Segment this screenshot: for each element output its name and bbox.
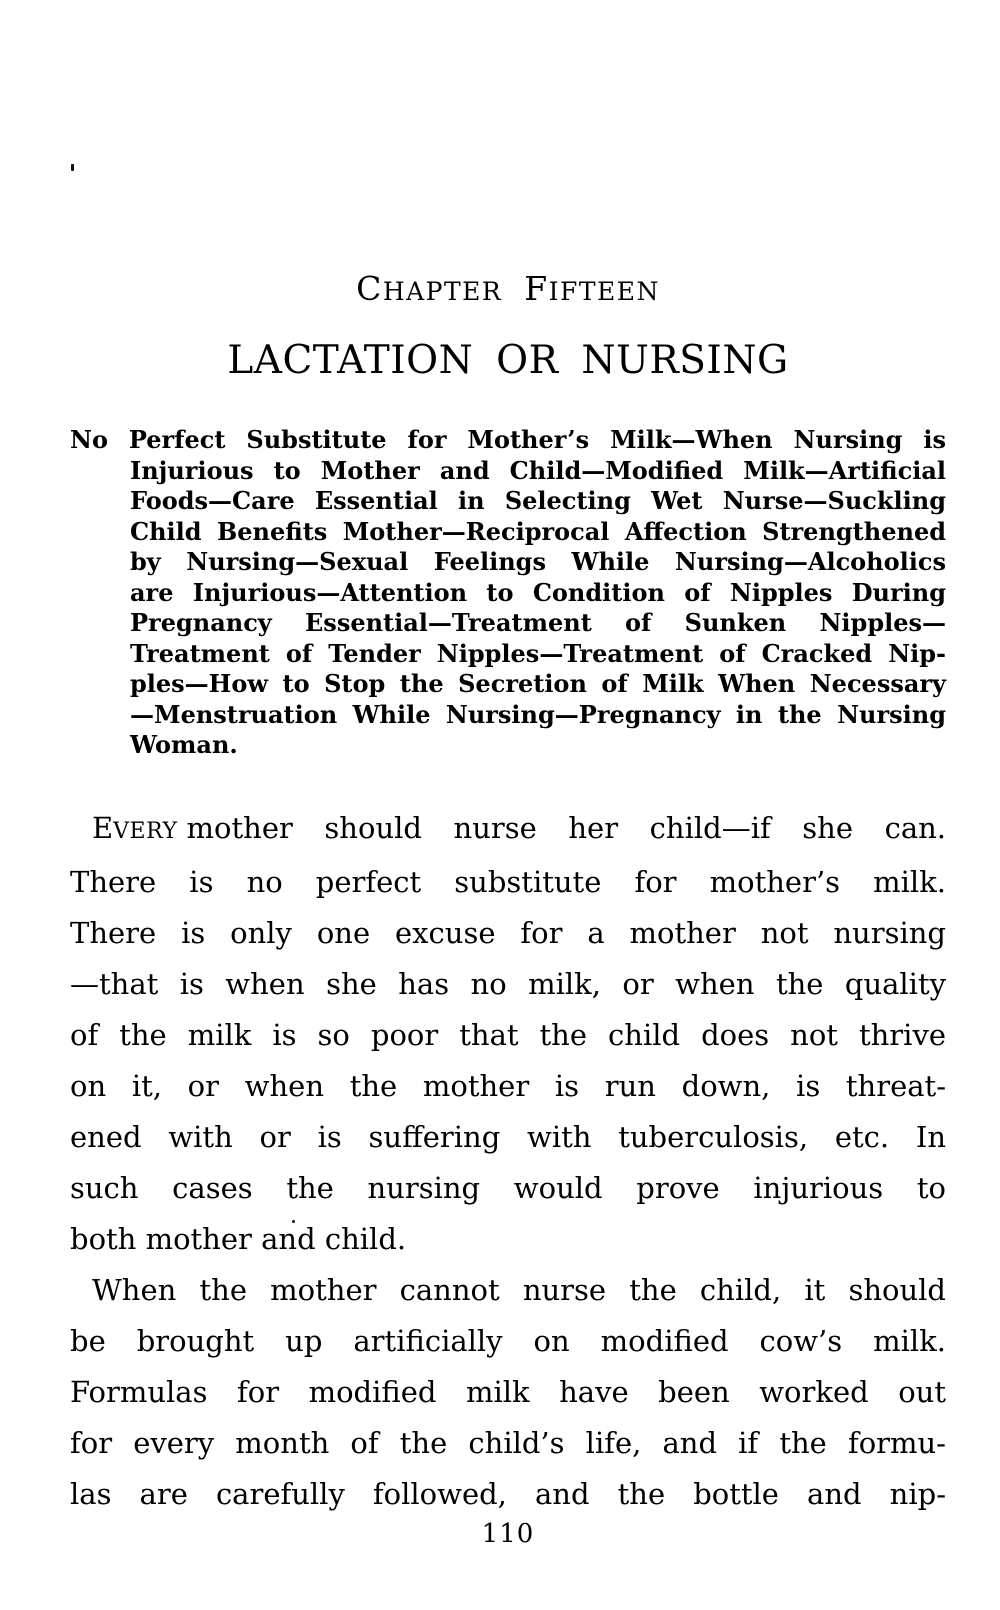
chapter-word-rest: IFTEEN	[548, 277, 660, 306]
synopsis-line: Foods—Care Essential in Selecting Wet Nurse—Suckling	[130, 486, 946, 515]
body-line: for every month of the child’s life, and if the formu-	[70, 1426, 946, 1460]
chapter-word-initial: C	[356, 269, 383, 308]
body-text	[70, 803, 946, 1520]
lead-word-initial: E	[92, 811, 114, 845]
chapter-heading	[70, 269, 946, 308]
body-line: —that is when she has no milk, or when the quality	[70, 967, 946, 1001]
body-line: Formulas for modified milk have been worked out	[70, 1375, 946, 1409]
body-line: las are carefully followed, and the bottle and nip-	[70, 1477, 946, 1511]
body-line-lead	[70, 803, 946, 857]
synopsis-line: by Nursing—Sexual Feelings While Nursing—Alcoholics	[130, 547, 946, 576]
synopsis-line: Pregnancy Essential—Treatment of Sunken Nipples—	[130, 608, 946, 637]
page-title: LACTATION OR NURSING	[227, 338, 789, 383]
chapter-word-fifteen	[524, 269, 660, 308]
page-number: 110	[481, 1519, 535, 1549]
synopsis-line: Injurious to Mother and Child—Modified Milk—Artificial	[130, 455, 946, 485]
scan-speck	[71, 164, 74, 171]
body-line: There is no perfect substitute for mother’s milk.	[70, 865, 946, 899]
synopsis-line: Treatment of Tender Nipples—Treatment of Cracked Nip-	[130, 638, 946, 668]
body-line: of the milk is so poor that the child does not thrive	[70, 1018, 946, 1052]
body-line: such cases the nursing would prove injurious to	[70, 1171, 946, 1205]
chapter-word-rest: HAPTER	[382, 277, 503, 306]
chapter-word-initial: F	[524, 269, 549, 308]
synopsis-line: Woman.	[130, 730, 238, 759]
chapter-word-chapter	[356, 269, 503, 308]
synopsis-line: —Menstruation While Nursing—Pregnancy in the Nursing	[130, 699, 946, 729]
body-line: When the mother cannot nurse the child, it should	[92, 1273, 946, 1307]
synopsis-line: Child Benefits Mother—Reciprocal Affection Strengthened	[130, 516, 946, 546]
synopsis-line: ples—How to Stop the Secretion of Milk When Necessary	[130, 669, 946, 698]
lead-word-smallcaps: VERY	[113, 819, 178, 844]
synopsis-line: No Perfect Substitute for Mother’s Milk—When Nursing is	[70, 425, 946, 454]
body-line: There is only one excuse for a mother not nursing	[70, 916, 946, 950]
body-line: be brought up artificially on modified cow’s milk.	[70, 1324, 946, 1358]
lead-line-rest: mother should nurse her child—if she can.	[186, 811, 946, 845]
body-line: both mother and child.	[70, 1222, 407, 1256]
synopsis-line: are Injurious—Attention to Condition of Nipples During	[130, 577, 946, 607]
body-line: ened with or is suffering with tuberculosis, etc. In	[70, 1120, 946, 1154]
body-line: on it, or when the mother is run down, is threat-	[70, 1069, 946, 1103]
chapter-synopsis	[70, 425, 946, 761]
